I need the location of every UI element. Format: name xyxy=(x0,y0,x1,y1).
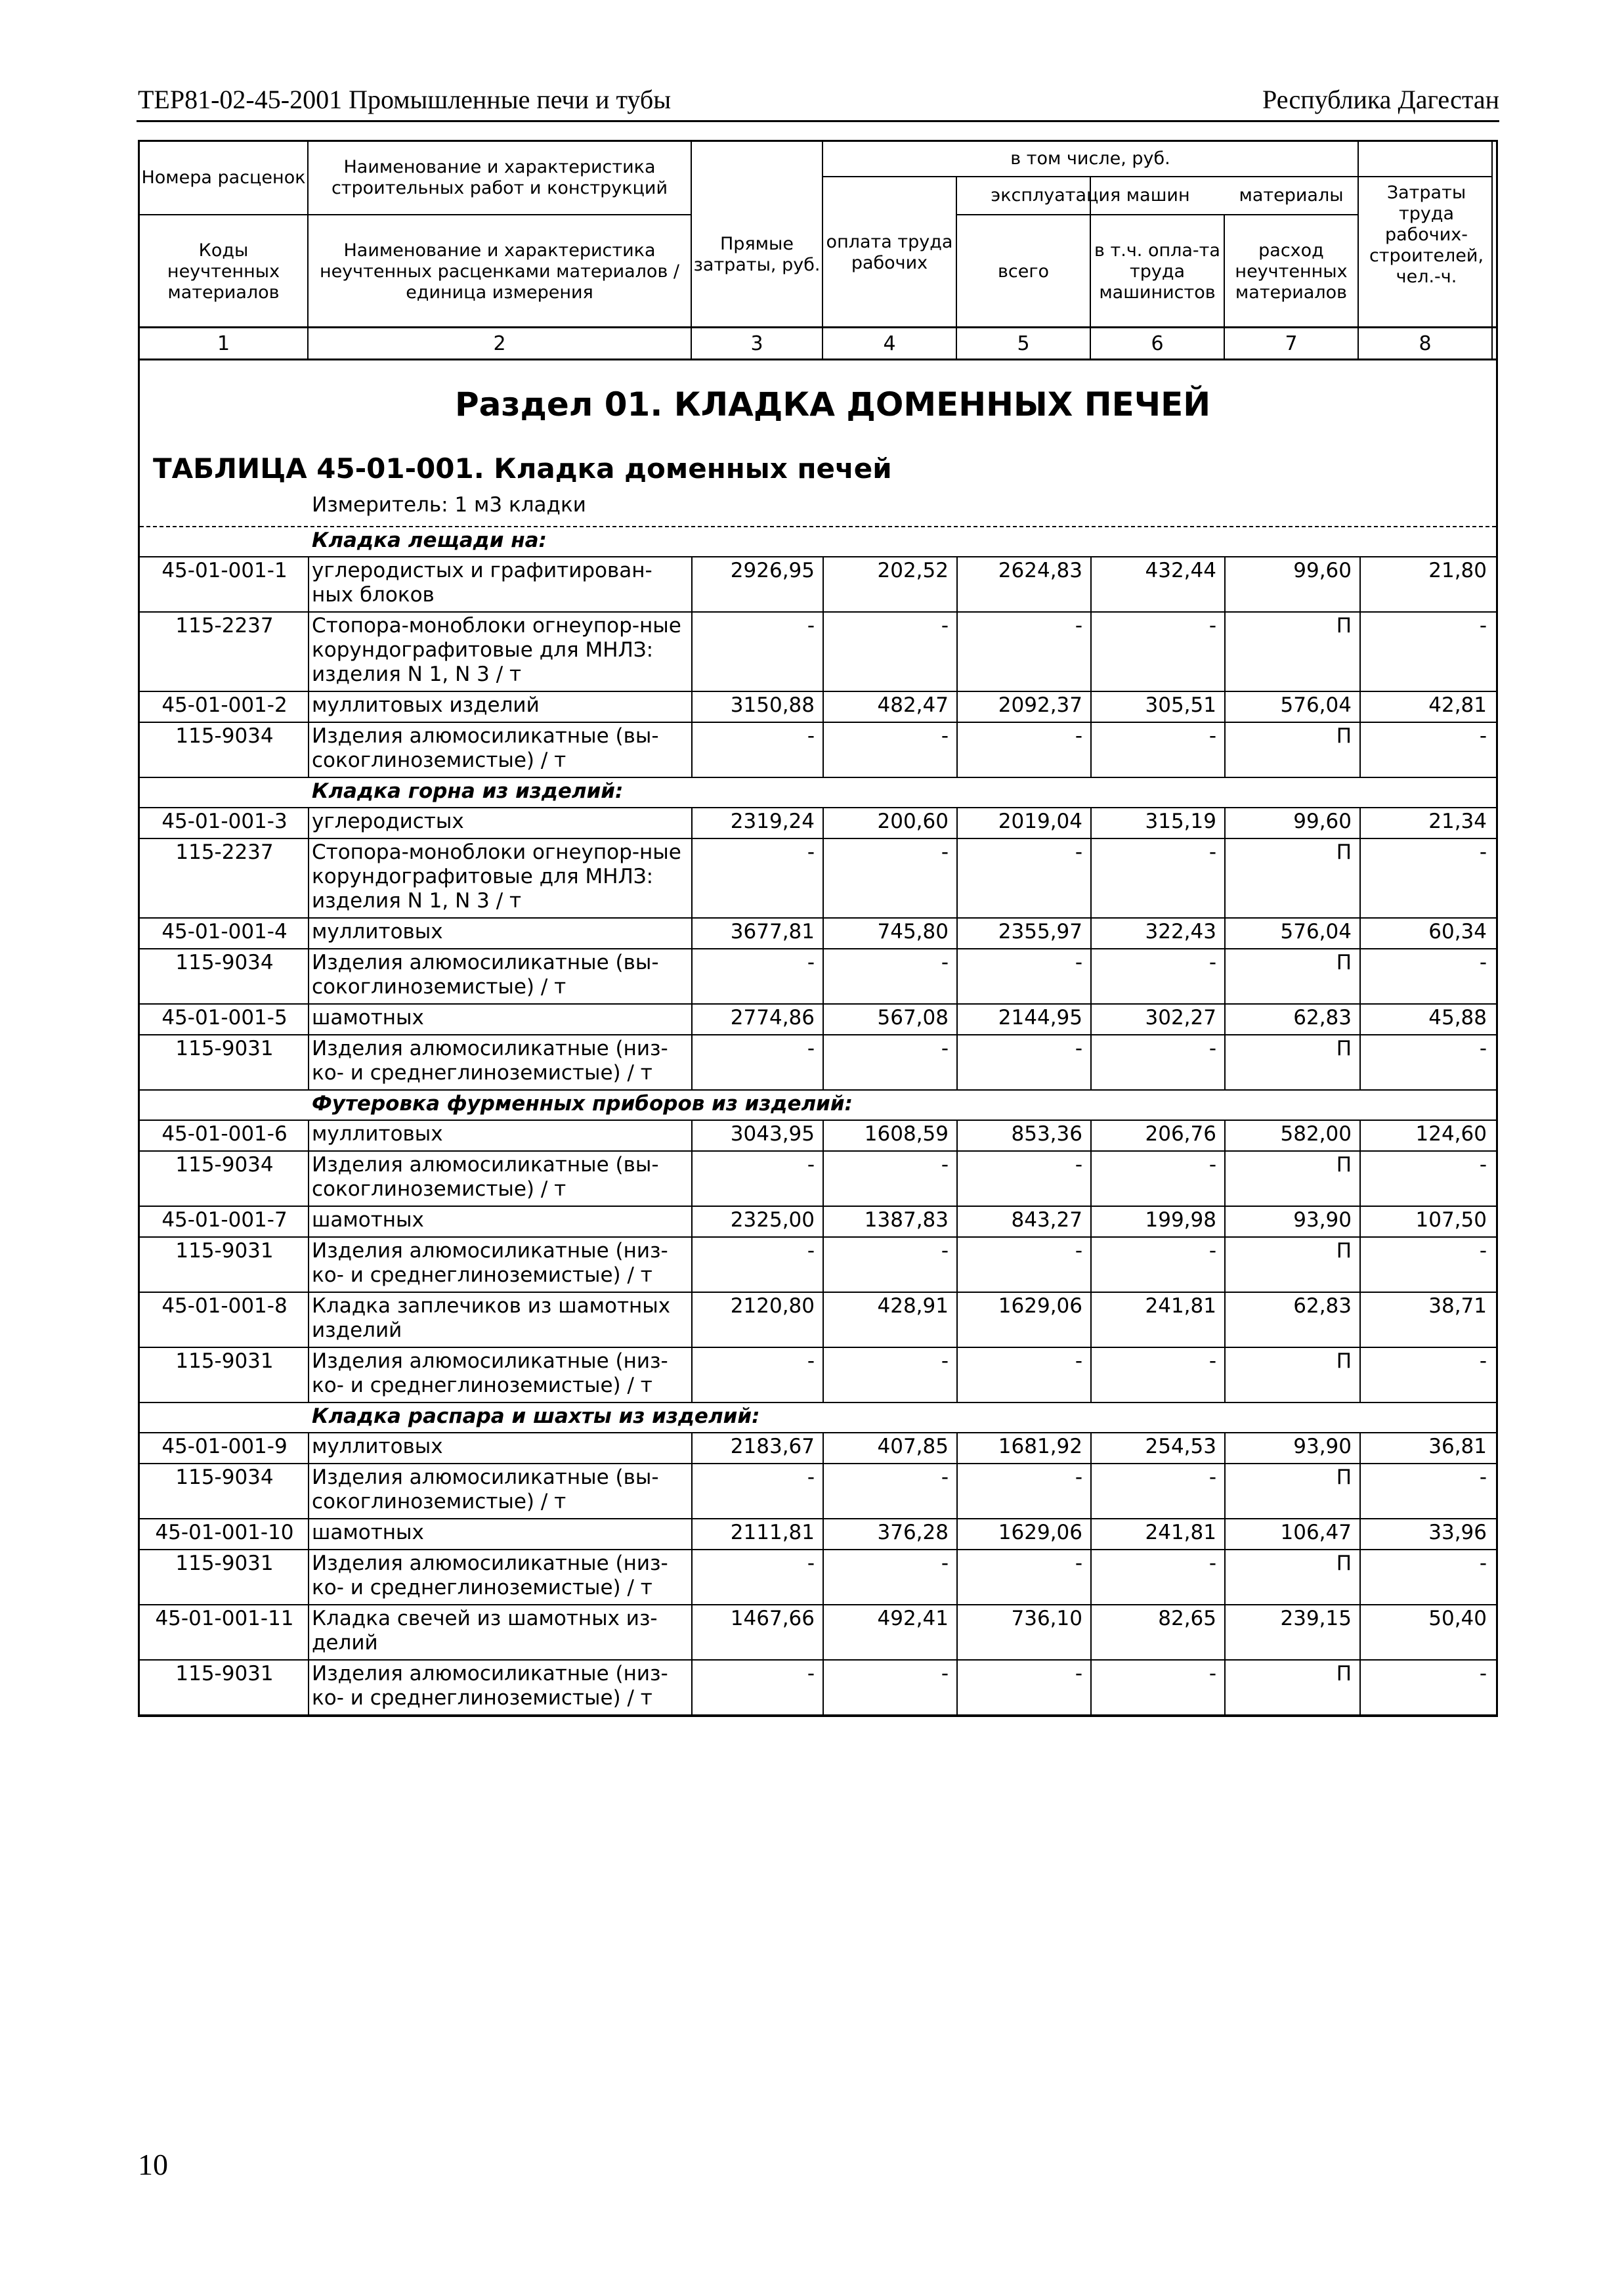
rate-code: 115-9031 xyxy=(175,1349,274,1373)
item-name: углеродистых xyxy=(312,810,464,833)
header-material-codes: Коды неучтенных материалов xyxy=(167,240,280,303)
item-name: муллитовых изделий xyxy=(312,693,540,717)
value-c3: - xyxy=(807,1153,815,1177)
value-c3: - xyxy=(807,1349,815,1373)
value-c7: 582,00 xyxy=(1280,1122,1352,1146)
rate-code: 115-2237 xyxy=(175,614,274,638)
value-c3: 1467,66 xyxy=(730,1607,815,1630)
rate-code: 115-9034 xyxy=(175,724,274,748)
column-number: 7 xyxy=(1285,332,1298,355)
table-row xyxy=(140,1120,1496,1150)
value-c8: 50,40 xyxy=(1428,1607,1487,1630)
table-row xyxy=(140,1236,1496,1292)
value-c6: - xyxy=(1208,840,1216,864)
rate-code: 45-01-001-8 xyxy=(161,1294,288,1318)
value-c5: 853,36 xyxy=(1011,1122,1082,1146)
value-c8: - xyxy=(1479,951,1487,974)
column-number: 1 xyxy=(217,332,230,355)
item-name: Изделия алюмосиликатные (низ-ко- и среднеглиноземистые) / т xyxy=(312,1662,668,1710)
table-row xyxy=(140,1463,1496,1518)
value-c6: 302,27 xyxy=(1145,1006,1216,1030)
value-c5: - xyxy=(1075,1349,1082,1373)
value-c6: 315,19 xyxy=(1145,810,1216,833)
rate-code: 45-01-001-10 xyxy=(155,1521,294,1544)
value-c7: П xyxy=(1336,840,1352,864)
rate-code: 45-01-001-7 xyxy=(161,1208,288,1232)
column-number-row xyxy=(138,326,1498,360)
table-row xyxy=(140,1347,1496,1402)
table-row xyxy=(140,1150,1496,1206)
rate-code: 115-9034 xyxy=(175,951,274,974)
value-c4: 200,60 xyxy=(877,810,949,833)
table-row xyxy=(140,1549,1496,1604)
value-c8: 124,60 xyxy=(1415,1122,1487,1146)
value-c4: - xyxy=(941,1153,949,1177)
value-c8: - xyxy=(1479,1153,1487,1177)
item-name: Изделия алюмосиликатные (вы-сокоглиноземистые) / т xyxy=(312,724,659,772)
value-c5: - xyxy=(1075,840,1082,864)
value-c6: 241,81 xyxy=(1145,1294,1216,1318)
item-name: Изделия алюмосиликатные (вы-сокоглиноземистые) / т xyxy=(312,951,659,999)
value-c4: 567,08 xyxy=(877,1006,949,1030)
rate-code: 45-01-001-6 xyxy=(161,1122,288,1146)
value-c7: П xyxy=(1336,1153,1352,1177)
value-c3: 3677,81 xyxy=(730,920,815,944)
value-c8: 42,81 xyxy=(1428,693,1487,717)
value-c4: - xyxy=(941,1349,949,1373)
value-c8: 33,96 xyxy=(1428,1521,1487,1544)
value-c8: 45,88 xyxy=(1428,1006,1487,1030)
value-c4: 482,47 xyxy=(877,693,949,717)
value-c5: - xyxy=(1075,951,1082,974)
value-c4: 745,80 xyxy=(877,920,949,944)
value-c6: - xyxy=(1208,1239,1216,1263)
value-c7: П xyxy=(1336,1239,1352,1263)
value-c4: 428,91 xyxy=(877,1294,949,1318)
value-c3: 2120,80 xyxy=(730,1294,815,1318)
item-name: Изделия алюмосиликатные (низ-ко- и среднеглиноземистые) / т xyxy=(312,1552,668,1599)
value-c4: - xyxy=(941,724,949,748)
header-labor-pay: оплата труда рабочих xyxy=(826,232,953,273)
value-c3: 2183,67 xyxy=(730,1435,815,1458)
value-c3: - xyxy=(807,1037,815,1060)
header-machines-total: всего xyxy=(997,261,1050,282)
value-c7: П xyxy=(1336,1552,1352,1575)
value-c8: - xyxy=(1479,1037,1487,1060)
value-c7: 93,90 xyxy=(1293,1208,1352,1232)
rate-code: 115-2237 xyxy=(175,840,274,864)
header-direct-costs: Прямые затраты, руб. xyxy=(693,234,821,275)
value-c5: - xyxy=(1075,1466,1082,1489)
table-row xyxy=(140,611,1496,691)
header-labor-hours: Затраты труда рабочих-строителей, чел.-ч. xyxy=(1369,183,1484,287)
column-number: 5 xyxy=(1017,332,1030,355)
row-divider xyxy=(140,1089,1496,1091)
value-c6: - xyxy=(1208,1349,1216,1373)
value-c8: 21,80 xyxy=(1428,559,1487,582)
header-material-name: Наименование и характеристика неучтенных расценками материалов / единица измерения xyxy=(319,240,680,303)
table-row xyxy=(140,948,1496,1003)
item-name: Кладка свечей из шамотных из-делий xyxy=(312,1607,658,1655)
table-row xyxy=(140,691,1496,722)
value-c6: 305,51 xyxy=(1145,693,1216,717)
table-row xyxy=(140,1604,1496,1659)
value-c5: 2019,04 xyxy=(998,810,1082,833)
value-c5: - xyxy=(1075,724,1082,748)
value-c3: 2926,95 xyxy=(730,559,815,582)
value-c6: - xyxy=(1208,1552,1216,1575)
value-c7: 62,83 xyxy=(1293,1294,1352,1318)
item-name: Стопора-моноблоки огнеупор-ные корундографитовые для МНЛЗ: изделия N 1, N 3 / т xyxy=(312,614,681,686)
table-row xyxy=(140,1518,1496,1549)
rate-code: 45-01-001-2 xyxy=(161,693,288,717)
value-c3: - xyxy=(807,1552,815,1575)
table-row xyxy=(140,807,1496,838)
table-body xyxy=(138,360,1498,1717)
item-name: муллитовых xyxy=(312,1435,443,1458)
value-c5: - xyxy=(1075,1037,1082,1060)
column-number: 2 xyxy=(493,332,506,355)
value-c3: - xyxy=(807,614,815,638)
value-c4: - xyxy=(941,840,949,864)
value-c7: 99,60 xyxy=(1293,559,1352,582)
value-c6: 241,81 xyxy=(1145,1521,1216,1544)
rate-code: 45-01-001-11 xyxy=(155,1607,294,1630)
value-c4: 1608,59 xyxy=(864,1122,949,1146)
value-c5: - xyxy=(1075,1239,1082,1263)
value-c5: 2092,37 xyxy=(998,693,1082,717)
column-number: 4 xyxy=(883,332,896,355)
header-work-name: Наименование и характеристика строительных работ и конструкций xyxy=(331,157,668,198)
value-c6: - xyxy=(1208,1466,1216,1489)
value-c6: 432,44 xyxy=(1145,559,1216,582)
item-name: Изделия алюмосиликатные (низ-ко- и среднеглиноземистые) / т xyxy=(312,1349,668,1397)
table-row xyxy=(140,1206,1496,1236)
group-heading: Кладка горна из изделий: xyxy=(312,779,624,803)
group-heading: Кладка лещади на: xyxy=(312,529,547,552)
table-row xyxy=(140,556,1496,611)
value-c7: 106,47 xyxy=(1280,1521,1352,1544)
value-c3: 2774,86 xyxy=(730,1006,815,1030)
item-name: Изделия алюмосиликатные (вы-сокоглиноземистые) / т xyxy=(312,1153,659,1201)
rate-code: 45-01-001-9 xyxy=(161,1435,288,1458)
page-number: 10 xyxy=(138,2148,168,2181)
rate-code: 115-9031 xyxy=(175,1037,274,1060)
value-c5: 1629,06 xyxy=(998,1294,1082,1318)
rate-code: 115-9034 xyxy=(175,1466,274,1489)
value-c7: 93,90 xyxy=(1293,1435,1352,1458)
group-heading: Кладка распара и шахты из изделий: xyxy=(312,1404,760,1428)
value-c5: - xyxy=(1075,1552,1082,1575)
item-name: Стопора-моноблоки огнеупор-ные корундографитовые для МНЛЗ: изделия N 1, N 3 / т xyxy=(312,840,681,913)
value-c6: - xyxy=(1208,1662,1216,1685)
value-c6: - xyxy=(1208,1153,1216,1177)
item-name: углеродистых и графитирован-ных блоков xyxy=(312,559,652,607)
column-number: 6 xyxy=(1151,332,1164,355)
item-name: Кладка заплечиков из шамотных изделий xyxy=(312,1294,671,1342)
rates-table xyxy=(138,140,1498,1717)
value-c5: - xyxy=(1075,614,1082,638)
value-c4: - xyxy=(941,1466,949,1489)
value-c4: 407,85 xyxy=(877,1435,949,1458)
value-c8: - xyxy=(1479,1349,1487,1373)
item-name: шамотных xyxy=(312,1208,424,1232)
value-c7: П xyxy=(1336,1466,1352,1489)
value-c7: 239,15 xyxy=(1280,1607,1352,1630)
running-header-region: Республика Дагестан xyxy=(1262,85,1499,114)
header-including: в том числе, руб. xyxy=(1010,148,1170,169)
rate-code: 45-01-001-5 xyxy=(161,1006,288,1030)
item-name: шамотных xyxy=(312,1521,424,1544)
value-c3: 3043,95 xyxy=(730,1122,815,1146)
value-c4: 1387,83 xyxy=(864,1208,949,1232)
column-number: 8 xyxy=(1419,332,1432,355)
value-c7: П xyxy=(1336,1662,1352,1685)
value-c6: - xyxy=(1208,1037,1216,1060)
rate-code: 115-9031 xyxy=(175,1662,274,1685)
header-rate-numbers: Номера расценок xyxy=(141,167,306,188)
value-c8: - xyxy=(1479,614,1487,638)
rate-code: 115-9031 xyxy=(175,1239,274,1263)
value-c6: 322,43 xyxy=(1145,920,1216,944)
running-header-title: ТЕР81-02-45-2001 Промышленные печи и тубы xyxy=(138,85,672,114)
rate-code: 45-01-001-3 xyxy=(161,810,288,833)
value-c7: 576,04 xyxy=(1280,920,1352,944)
value-c6: 206,76 xyxy=(1145,1122,1216,1146)
value-c8: 38,71 xyxy=(1428,1294,1487,1318)
value-c5: - xyxy=(1075,1662,1082,1685)
value-c6: 82,65 xyxy=(1158,1607,1216,1630)
value-c7: 576,04 xyxy=(1280,693,1352,717)
value-c5: - xyxy=(1075,1153,1082,1177)
table-title: ТАБЛИЦА 45-01-001. Кладка доменных печей xyxy=(153,452,892,485)
section-title: Раздел 01. КЛАДКА ДОМЕННЫХ ПЕЧЕЙ xyxy=(455,385,1211,424)
value-c5: 736,10 xyxy=(1011,1607,1082,1630)
value-c5: 843,27 xyxy=(1011,1208,1082,1232)
table-row xyxy=(140,917,1496,948)
header-materials: материалы xyxy=(1239,185,1344,206)
table-row xyxy=(140,722,1496,777)
value-c3: - xyxy=(807,1662,815,1685)
value-c8: - xyxy=(1479,1552,1487,1575)
row-divider xyxy=(140,777,1496,778)
value-c8: - xyxy=(1479,1466,1487,1489)
value-c4: - xyxy=(941,1662,949,1685)
value-c7: П xyxy=(1336,614,1352,638)
value-c3: - xyxy=(807,951,815,974)
table-row xyxy=(140,1292,1496,1347)
value-c8: 107,50 xyxy=(1415,1208,1487,1232)
value-c3: - xyxy=(807,1466,815,1489)
value-c5: 1629,06 xyxy=(998,1521,1082,1544)
value-c4: - xyxy=(941,1552,949,1575)
value-c8: - xyxy=(1479,724,1487,748)
value-c7: 62,83 xyxy=(1293,1006,1352,1030)
value-c3: 2111,81 xyxy=(730,1521,815,1544)
item-name: шамотных xyxy=(312,1006,424,1030)
value-c4: - xyxy=(941,951,949,974)
value-c3: 3150,88 xyxy=(730,693,815,717)
item-name: муллитовых xyxy=(312,920,443,944)
value-c4: 492,41 xyxy=(877,1607,949,1630)
table-row xyxy=(140,1659,1496,1714)
row-divider xyxy=(140,1714,1496,1716)
value-c6: 199,98 xyxy=(1145,1208,1216,1232)
value-c8: - xyxy=(1479,1239,1487,1263)
value-c8: 60,34 xyxy=(1428,920,1487,944)
row-divider xyxy=(140,526,1496,527)
table-row xyxy=(140,1003,1496,1034)
row-divider xyxy=(140,1402,1496,1403)
group-heading: Футеровка фурменных приборов из изделий: xyxy=(312,1092,853,1116)
rate-code: 115-9031 xyxy=(175,1552,274,1575)
value-c3: 2325,00 xyxy=(730,1208,815,1232)
value-c8: - xyxy=(1479,840,1487,864)
rate-code: 115-9034 xyxy=(175,1153,274,1177)
value-c7: П xyxy=(1336,1037,1352,1060)
value-c3: - xyxy=(807,724,815,748)
value-c3: - xyxy=(807,1239,815,1263)
item-name: муллитовых xyxy=(312,1122,443,1146)
rate-code: 45-01-001-4 xyxy=(161,920,288,944)
value-c4: 202,52 xyxy=(877,559,949,582)
value-c4: - xyxy=(941,614,949,638)
table-row xyxy=(140,1034,1496,1089)
item-name: Изделия алюмосиликатные (низ-ко- и среднеглиноземистые) / т xyxy=(312,1239,668,1287)
value-c4: - xyxy=(941,1239,949,1263)
table-row xyxy=(140,1432,1496,1463)
value-c3: - xyxy=(807,840,815,864)
value-c7: 99,60 xyxy=(1293,810,1352,833)
header-machine-operation: эксплуатация машин xyxy=(991,185,1190,206)
value-c6: - xyxy=(1208,724,1216,748)
meter-unit: Измеритель: 1 м3 кладки xyxy=(312,493,586,517)
value-c3: 2319,24 xyxy=(730,810,815,833)
value-c5: 1681,92 xyxy=(998,1435,1082,1458)
header-rule xyxy=(137,120,1499,122)
value-c8: - xyxy=(1479,1662,1487,1685)
value-c6: - xyxy=(1208,614,1216,638)
header-material-consumption: расход неучтенных материалов xyxy=(1235,240,1348,303)
header-machinists-pay: в т.ч. опла-та труда машинистов xyxy=(1094,240,1220,303)
value-c4: 376,28 xyxy=(877,1521,949,1544)
value-c7: П xyxy=(1336,951,1352,974)
item-name: Изделия алюмосиликатные (вы-сокоглиноземистые) / т xyxy=(312,1466,659,1513)
value-c8: 36,81 xyxy=(1428,1435,1487,1458)
value-c4: - xyxy=(941,1037,949,1060)
item-name: Изделия алюмосиликатные (низ-ко- и среднеглиноземистые) / т xyxy=(312,1037,668,1085)
column-number: 3 xyxy=(750,332,763,355)
value-c5: 2144,95 xyxy=(998,1006,1082,1030)
value-c6: 254,53 xyxy=(1145,1435,1216,1458)
rate-code: 45-01-001-1 xyxy=(161,559,288,582)
value-c7: П xyxy=(1336,724,1352,748)
value-c6: - xyxy=(1208,951,1216,974)
table-row xyxy=(140,838,1496,917)
value-c8: 21,34 xyxy=(1428,810,1487,833)
value-c5: 2624,83 xyxy=(998,559,1082,582)
value-c5: 2355,97 xyxy=(998,920,1082,944)
table-header xyxy=(138,140,1498,326)
value-c7: П xyxy=(1336,1349,1352,1373)
